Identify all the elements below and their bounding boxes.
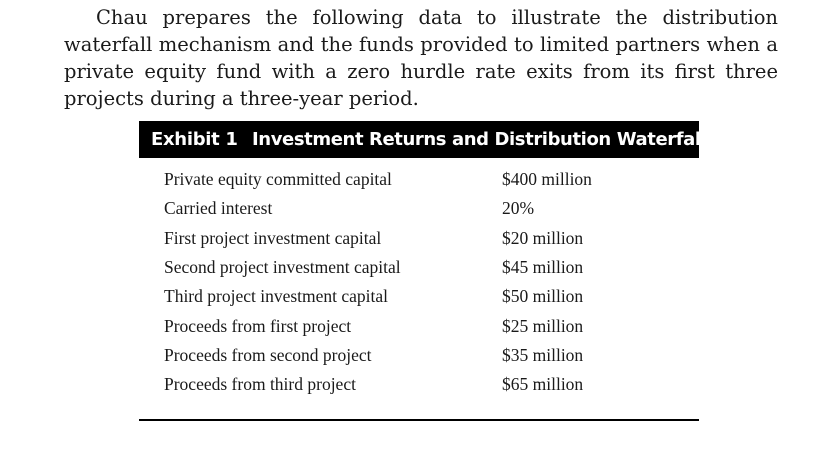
intro-paragraph: Chau prepares the following data to illustrate the distribution waterfall mechanism and the funds provided to limited partners when a private equity fund with a zero hurdle rate exits from its first three projects during a three-year period.: [64, 6, 778, 110]
row-label: Second project investment capital: [164, 257, 401, 278]
table-row: [164, 311, 684, 340]
row-value: $65 million: [502, 374, 584, 395]
row-value: $45 million: [502, 257, 584, 278]
row-value: 20%: [502, 198, 535, 219]
exhibit-number: Exhibit 1: [151, 129, 238, 150]
row-label: Proceeds from second project: [164, 344, 372, 365]
table-row: [164, 282, 684, 311]
row-label: Private equity committed capital: [164, 169, 392, 190]
row-label: Third project investment capital: [164, 286, 389, 307]
table-row: [164, 341, 684, 370]
exhibit-header: [139, 121, 717, 158]
table-row: [164, 194, 684, 223]
exhibit-table: [164, 165, 684, 399]
row-label: Carried interest: [164, 198, 273, 219]
row-value: $20 million: [502, 227, 584, 248]
row-label: First project investment capital: [164, 227, 382, 248]
row-value: $400 million: [502, 169, 592, 190]
row-value: $50 million: [502, 286, 584, 307]
row-label: Proceeds from third project: [164, 374, 356, 395]
row-label: Proceeds from first project: [164, 315, 352, 336]
table-row: [164, 224, 684, 253]
row-value: $25 million: [502, 315, 584, 336]
table-row: [164, 165, 684, 194]
row-value: $35 million: [502, 344, 584, 365]
table-row: [164, 370, 684, 399]
table-row: [164, 253, 684, 282]
exhibit-title: Investment Returns and Distribution Waterfalls: [252, 129, 717, 150]
bottom-divider: [139, 419, 699, 421]
